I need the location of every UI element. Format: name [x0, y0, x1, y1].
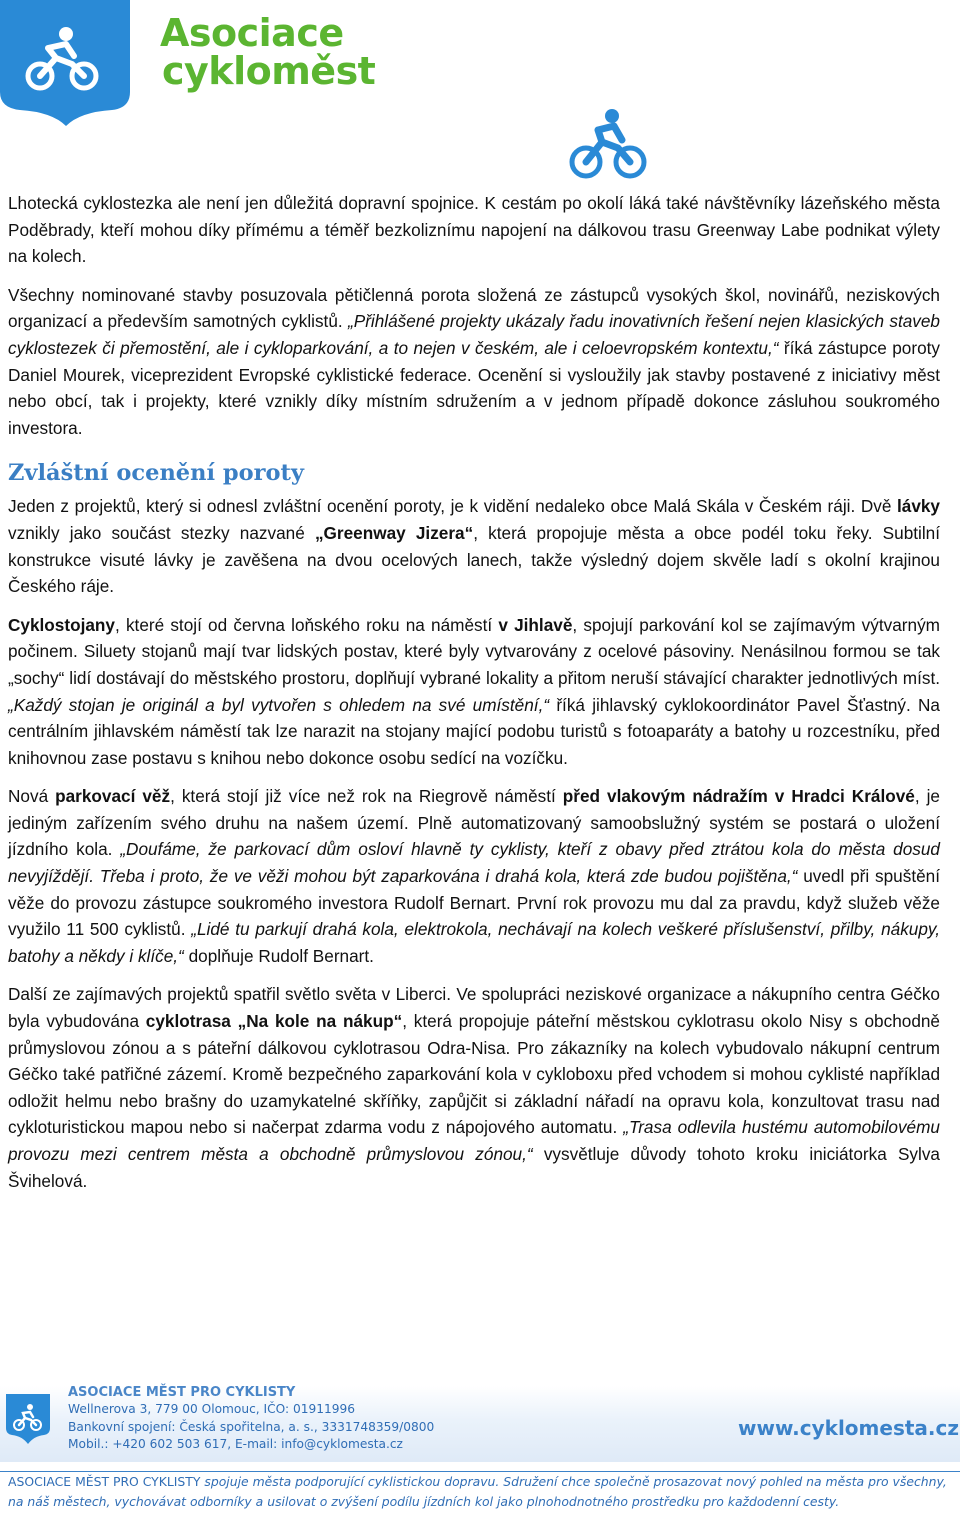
- paragraph-text: Všechny nominované stavby posuzovala pětičlenná porota složená ze zástupců vysokých škol, novinářů, neziskových organizací a především samotných cyklistů.: [8, 284, 940, 332]
- paragraph-text: říká jihlavský cyklokoordinátor Pavel Šťastný. Na centrálním jihlavském náměstí tak lze narazit na stojany mající podobu turistů s fotoaparáty a batohy u rozcestníku, před knihovnou zase postavu s knihou nebo dokonce osobu sedící na vozíčku.: [8, 694, 940, 768]
- footer-mission-text: spojuje města podporující cyklistickou dopravu. Sdružení chce společně prosazovat nový pohled na města pro všechny, na náš městech, vychovávat odborníky a usilovat o zvýšení podílu jízdních kol jako plnohodnotného prostředku pro každodenní cesty.: [8, 1474, 947, 1509]
- paragraph-text: , je jediným zařízením svého druhu na našem území. Plně automatizovaný samoobslužný systém se postará o uložení jízdního kola.: [8, 786, 940, 860]
- footer-mission-lead: ASOCIACE MĚST PRO CYKLISTY: [8, 1474, 201, 1489]
- bold-greenway-jizera: „Greenway Jizera“: [314, 522, 474, 543]
- footer-website-link[interactable]: www.cyklomesta.cz: [738, 1416, 959, 1440]
- paragraph-text: říká zástupce poroty Daniel Mourek, viceprezident Evropské cyklistické federace. Ocenění si vysloužily jak stavby postavené z iniciativy měst nebo obcí, tak i projekty, které vznikly díky místním sdružením a v jednom případě dokonce zásluhou soukromého investora.: [8, 337, 940, 438]
- paragraph-mala-skala: [8, 493, 940, 599]
- cyclist-icon: [568, 108, 648, 182]
- paragraph-text: uvedl při spuštění věže do provozu zástupce soukromého investora Rudolf Bernart. První rok provozu mu dal za pravdu, když služeb věže využilo 11 500 cyklistů.: [8, 866, 940, 940]
- quote-bernart-2: „Lidé tu parkují drahá kola, elektrokola, nechávají na kolech veškeré příslušenství, přilby, nákupy, batohy a někdy i klíče,“: [8, 919, 940, 966]
- bold-v-jihlave: v Jihlavě: [498, 614, 573, 635]
- paragraph-text: , které stojí od června loňského roku na náměstí: [114, 614, 499, 635]
- paragraph-text: , která propojuje páteřní městskou cyklotrasu okolo Nisy s obchodně průmyslovou zónou a s páteřní dálkovou cyklotrasou Odra-Nisa. Pro zákazníky na kolech vybudovalo nákupní centrum Géčko také patřičné zázemí. Kromě bezpečného zaparkování kola v cykloboxu před vchodem si mohou cyklisté například odložit helmu nebo brašny do uzamykatelné skříňky, zapůjčit si základní nářadí na opravu kola, konzultovat trasu nad cykloturistickou mapou nebo si načerpat zdarma vodu z nápojového automatu.: [8, 1011, 940, 1138]
- footer-address: Wellnerova 3, 779 00 Olomouc, IČO: 01911996: [68, 1402, 356, 1417]
- paragraph-text: vznikly jako součást stezky nazvané: [8, 522, 315, 543]
- page-footer: [0, 1372, 960, 1525]
- paragraph-text: , která propojuje města a obce podél toku řeky. Subtilní konstrukce visuté lávky je zavěšena na dvou ocelových lanech, takže výsledný dojem skvěle ladí s okolní krajinou Českého ráje.: [8, 522, 940, 597]
- brand-wordmark[interactable]: [160, 11, 376, 93]
- quote-stastny: „Každý stojan je originál a byl vytvořen s ohledem na své umístění,“: [8, 694, 550, 715]
- footer-shield-icon: [6, 1394, 50, 1444]
- bold-cyklotrasa: cyklotrasa „Na kole na nákup“: [145, 1011, 403, 1032]
- bold-parkovaci-vez: parkovací věž: [55, 786, 171, 807]
- paragraph-text: Další ze zajímavých projektů spatřil světlo světa v Liberci. Ve spolupráci neziskové organizace a nákupního centra Géčko byla vybudována: [8, 984, 940, 1032]
- paragraph-text: Jeden z projektů, který si odnesl zvláštní ocenění poroty, je k vidění nedaleko obce Malá Skála v Českém ráji. Dvě: [8, 496, 897, 517]
- quote-bernart-1: „Doufáme, že parkovací dům osloví hlavně ty cyklisty, kteří z obavy před ztrátou kola do města dosud nevyjíždějí. Třeba i proto, že ve věži mohou být zaparkována i drahá kola, která zde budou pojištěna,“: [8, 839, 940, 887]
- paragraph-text: vysvětluje důvody tohoto kroku iniciátorka Sylva Švihelová.: [8, 1144, 940, 1191]
- paragraph-jury: [8, 282, 940, 442]
- bold-nadrazi: před vlakovým nádražím v Hradci Králové: [562, 786, 915, 807]
- paragraph-jihlava: [8, 612, 940, 772]
- paragraph-text: Lhotecká cyklostezka ale není jen důležitá dopravní spojnice. K cestám po okolí láká také návštěvníky lázeňského města Poděbrady, kteří mohou díky přímému a téměř bezkoliznímu napojení na dálkovou trasu Greenway Labe podnikat výlety na kolech.: [8, 193, 940, 267]
- paragraph-text: , spojují parkování kol se zajímavým výtvarným počinem. Siluety stojanů mají tvar lidských postav, které byly vytvarovány z ocelové pásoviny. Nenásilnou formou se tak „sochy“ lidí dostávají do městského prostoru, doplňují vybrané lokality a přitom neruší stávající charakter jednotlivých míst.: [8, 614, 940, 688]
- bold-cyklostojany: Cyklostojany: [8, 614, 115, 635]
- cyclist-shield-icon: [0, 0, 132, 126]
- footer-mission: [8, 1472, 948, 1512]
- brand-line-1: Asociace: [160, 11, 344, 55]
- paragraph-lhotka: [8, 190, 940, 270]
- paragraph-text: doplňuje Rudolf Bernart.: [183, 945, 374, 966]
- section-heading: Zvláštní ocenění poroty: [8, 460, 304, 487]
- paragraph-text: Nová: [8, 786, 56, 807]
- paragraph-liberec: [8, 981, 940, 1194]
- paragraph-text: , která stojí již více než rok na Riegrově náměstí: [170, 786, 563, 807]
- bold-lavky: lávky: [896, 496, 940, 517]
- footer-org-name: ASOCIACE MĚST PRO CYKLISTY: [68, 1385, 296, 1400]
- article-body: [8, 190, 940, 1206]
- paragraph-hradec: [8, 783, 940, 969]
- quote-svihelova: „Trasa odlevila hustému automobilovému provozu mezi centrem města a obchodně průmyslovou zónou,“: [8, 1117, 940, 1164]
- footer-contact: [68, 1384, 434, 1454]
- quote-mourek: „Přihlášené projekty ukázaly řadu inovativních řešení nejen klasických staveb cyklostezek či přemostění, ale i cykloparkování, a to nejen v českém, ale i celoevropském kontextu,“: [8, 311, 940, 358]
- footer-phone-email[interactable]: Mobil.: +420 602 503 617, E-mail: info@cyklomesta.cz: [68, 1437, 403, 1452]
- brand-line-2: cykloměst: [162, 49, 376, 93]
- footer-bank: Bankovní spojení: Česká spořitelna, a. s., 3331748359/0800: [68, 1419, 435, 1434]
- page-header: [0, 0, 960, 185]
